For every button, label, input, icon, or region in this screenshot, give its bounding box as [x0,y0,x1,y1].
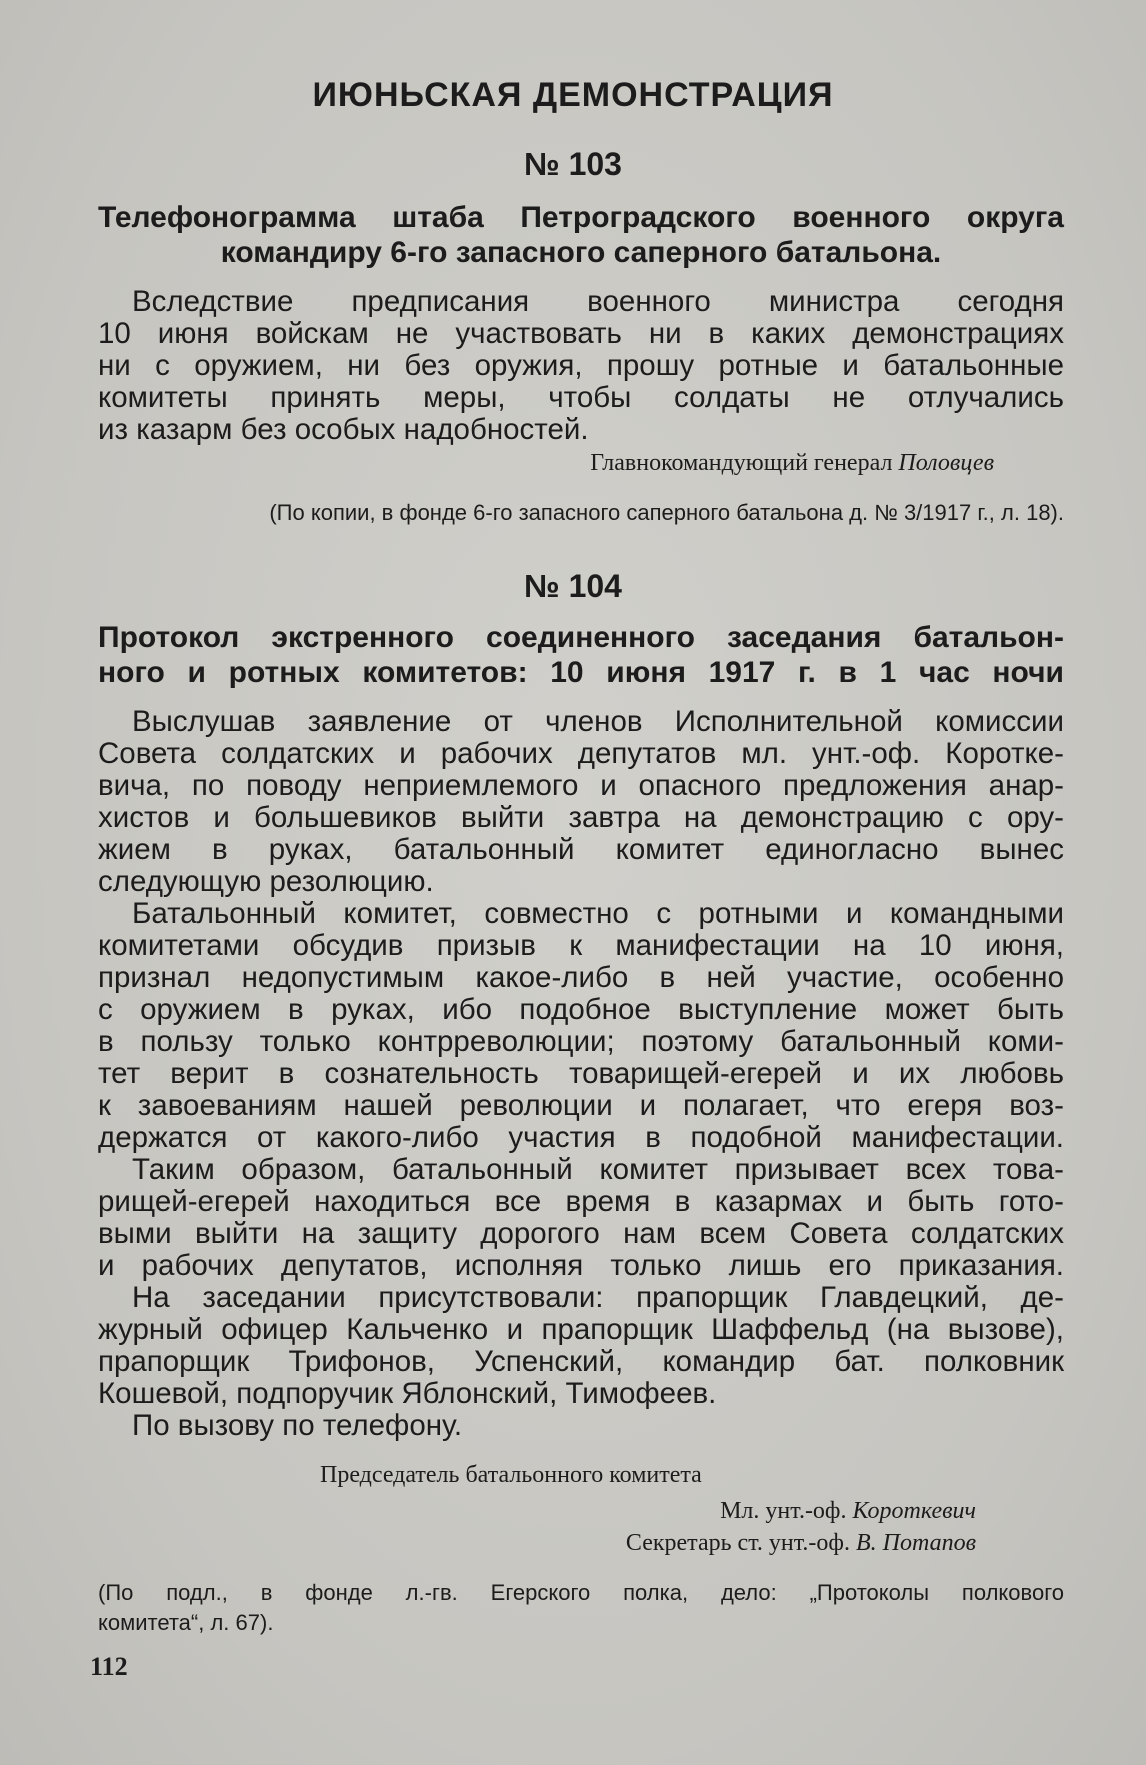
chairman-rank: Мл. унт.-оф. [720,1498,853,1524]
body-line: комитетами обсудив призыв к манифестации на 10 июня, [98,929,1064,962]
body-line: выми выйти на защиту дорогого нам всем Совета солдатских [98,1217,1064,1250]
body-line: держатся от какого-либо участия в подобной манифестации. [98,1121,1064,1154]
doc103-title-line: командиру 6-го запасного саперного батальона. [220,236,942,269]
body-line: Таким образом, батальонный комитет призывает всех това- [132,1153,1064,1186]
source-line: (По подл., в фонде л.-гв. Егерского полка, дело: „Протоколы полкового [98,1580,1064,1605]
body-line: По вызову по телефону. [132,1409,463,1442]
body-line: следующую резолюцию. [98,865,434,898]
body-line: Кошевой, подпоручик Яблонский, Тимофеев. [98,1377,717,1410]
doc104-title-line: Протокол экстренного соединенного заседания батальон- [98,621,1064,654]
doc104-body [98,706,1064,1442]
body-line: рищей-егерей находиться все время в казармах и быть гото- [98,1185,1064,1218]
body-line: из казарм без особых надобностей. [98,413,589,446]
body-line: вича, по поводу неприемлемого и опасного предложения анар- [98,769,1064,802]
chairman-signature [98,1498,1064,1525]
body-line: журный офицер Кальченко и прапорщик Шаффельд (на вызове), [98,1313,1064,1346]
chairman-name: Короткевич [852,1498,976,1524]
body-line: ни с оружием, ни без оружия, прошу ротные и батальонные [98,349,1064,382]
secretary-name: В. Потапов [855,1530,976,1556]
doc103-title [98,200,1064,270]
body-line: хистов и большевиков выйти завтра на демонстрацию с ору- [98,801,1064,834]
doc103-body [98,286,1064,446]
body-line: к завоеваниям нашей революции и полагает, что егеря воз- [98,1089,1064,1122]
chairman-label: Председатель батальонного комитета [320,1462,702,1488]
body-line: 10 июня войскам не участвовать ни в каких демонстрациях [98,317,1064,350]
body-line: прапорщик Трифонов, Успенский, командир бат. полковник [98,1345,1064,1378]
doc103-signature [98,450,1064,477]
body-line: Совета солдатских и рабочих депутатов мл. унт.-оф. Коротке- [98,737,1064,770]
signature-title: Главнокомандующий генерал [590,450,899,476]
body-line: в пользу только контрреволюции; поэтому батальонный коми- [98,1025,1064,1058]
page-number: 112 [90,1652,128,1681]
body-line: Вследствие предписания военного министра сегодня [132,285,1064,318]
doc104-title [98,620,1064,690]
body-line: На заседании присутствовали: прапорщик Главдецкий, де- [132,1281,1064,1314]
body-line: Батальонный комитет, совместно с ротными и командными [132,897,1064,930]
body-line: тет верит в сознательность товарищей-егерей и их любовь [98,1057,1064,1090]
doc103-source: (По копии, в фонде 6-го запасного саперного батальона д. № 3/1917 г., л. 18). [269,500,1064,525]
doc104-source [98,1578,1064,1638]
signature-name: Половцев [898,450,994,476]
secretary-signature [98,1530,1064,1557]
body-line: комитеты принять меры, чтобы солдаты не отлучались [98,381,1064,414]
body-line: и рабочих депутатов, исполняя только лишь его приказания. [98,1249,1064,1282]
doc104-number: № 104 [524,568,622,604]
body-line: Выслушав заявление от членов Исполнительной комиссии [132,705,1064,738]
doc103-number: № 103 [524,146,622,182]
section-title: ИЮНЬСКАЯ ДЕМОНСТРАЦИЯ [312,76,834,114]
source-line: комитета“, л. 67). [98,1610,274,1635]
secretary-rank: Секретарь ст. унт.-оф. [625,1530,856,1556]
body-line: признал недопустимым какое-либо в ней участие, особенно [98,961,1064,994]
doc104-title-line: ного и ротных комитетов: 10 июня 1917 г. в 1 час ночи [98,656,1064,689]
body-line: жием в руках, батальонный комитет единогласно вынес [98,833,1064,866]
body-line: с оружием в руках, ибо подобное выступление может быть [98,993,1064,1026]
doc103-title-line: Телефонограмма штаба Петроградского военного округа [98,201,1064,234]
